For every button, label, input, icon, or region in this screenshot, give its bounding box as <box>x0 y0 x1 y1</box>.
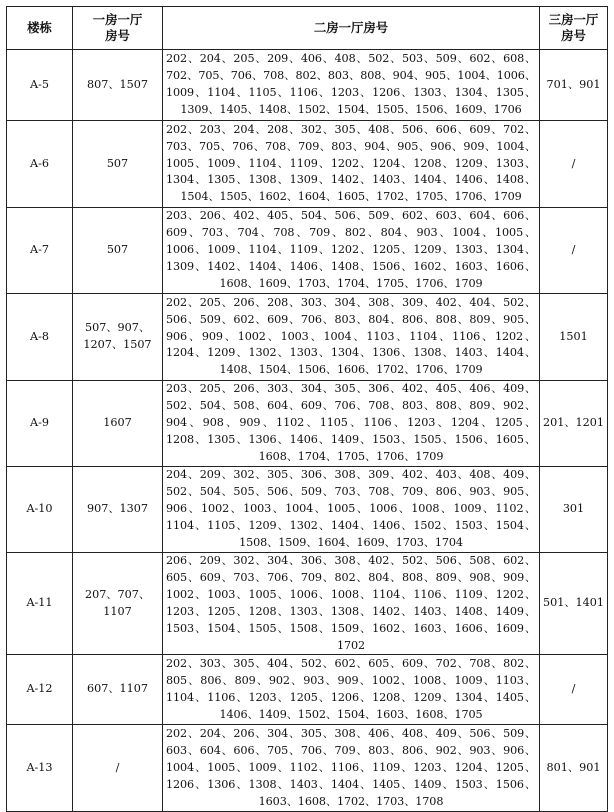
table-row <box>7 294 608 381</box>
building-cell: A-8 <box>7 294 73 381</box>
building-cell: A-13 <box>7 725 73 812</box>
one-bedroom-cell: 507 <box>73 121 163 208</box>
header-row <box>7 7 608 50</box>
three-bedroom-cell: 701、901 <box>540 50 608 121</box>
three-bedroom-cell: 301 <box>540 467 608 553</box>
table-row <box>7 121 608 208</box>
table-row <box>7 553 608 655</box>
one-bedroom-cell: 807、1507 <box>73 50 163 121</box>
one-bedroom-cell: 1607 <box>73 381 163 467</box>
table-row <box>7 467 608 553</box>
three-bedroom-cell: 801、901 <box>540 725 608 812</box>
header-two-bedroom: 二房一厅房号 <box>163 7 540 50</box>
three-bedroom-cell: / <box>540 208 608 294</box>
two-bedroom-cell: 204、209、302、305、306、308、309、402、403、408、409、502、504、505、506、509、703、708、709、806、903、905、906、1002、1003、1004、1005、1006、1008、1009、1102、1104、1105、1209、1302、1404、1406、1502、1503、1504、1508、1509、1604、1609、1703、1704 <box>163 467 540 553</box>
one-bedroom-cell: 207、707、1107 <box>73 553 163 655</box>
building-cell: A-10 <box>7 467 73 553</box>
three-bedroom-cell: 201、1201 <box>540 381 608 467</box>
building-cell: A-6 <box>7 121 73 208</box>
building-cell: A-5 <box>7 50 73 121</box>
header-building: 楼栋 <box>7 7 73 50</box>
table-row <box>7 381 608 467</box>
one-bedroom-cell: 607、1107 <box>73 655 163 725</box>
three-bedroom-cell: / <box>540 121 608 208</box>
table-row <box>7 725 608 812</box>
two-bedroom-cell: 202、204、205、209、406、408、502、503、509、602、608、702、705、706、708、802、803、808、904、905、1004、1006、1009、1104、1105、1106、1203、1206、1303、1304、1305、1309、1405、1408、1502、1504、1505、1506、1609、1706 <box>163 50 540 121</box>
building-cell: A-12 <box>7 655 73 725</box>
header-three-bedroom: 三房一厅 房号 <box>540 7 608 50</box>
three-bedroom-cell: / <box>540 655 608 725</box>
building-cell: A-7 <box>7 208 73 294</box>
table-row <box>7 655 608 725</box>
two-bedroom-cell: 202、204、206、304、305、308、406、408、409、506、509、603、604、606、705、706、709、803、806、902、903、906、1004、1005、1009、1102、1106、1109、1203、1204、1205、1206、1306、1308、1403、1404、1405、1409、1503、1506、1603、1608、1702、1703、1708 <box>163 725 540 812</box>
header-one-bedroom: 一房一厅 房号 <box>73 7 163 50</box>
table-row <box>7 208 608 294</box>
one-bedroom-cell: 507、907、1207、1507 <box>73 294 163 381</box>
one-bedroom-cell: / <box>73 725 163 812</box>
room-allocation-table <box>6 6 608 812</box>
two-bedroom-cell: 202、303、305、404、502、602、605、609、702、708、802、805、806、809、902、903、909、1002、1008、1009、1103、1104、1106、1203、1205、1206、1208、1209、1304、1405、1406、1409、1502、1504、1603、1608、1705 <box>163 655 540 725</box>
one-bedroom-cell: 507 <box>73 208 163 294</box>
three-bedroom-cell: 1501 <box>540 294 608 381</box>
two-bedroom-cell: 202、203、204、208、302、305、408、506、606、609、702、703、705、706、708、709、803、904、905、906、909、1004、1005、1009、1104、1109、1202、1204、1208、1209、1303、1304、1305、1308、1309、1402、1403、1404、1406、1408、1504、1505、1602、1604、1605、1702、1705、1706、1709 <box>163 121 540 208</box>
two-bedroom-cell: 206、209、302、304、306、308、402、502、506、508、602、605、609、703、706、709、802、804、808、809、908、909、1002、1003、1005、1006、1008、1104、1106、1109、1202、1203、1205、1208、1303、1308、1402、1403、1408、1409、1503、1504、1505、1508、1509、1602、1603、1606、1609、1702 <box>163 553 540 655</box>
table-row <box>7 50 608 121</box>
three-bedroom-cell: 501、1401 <box>540 553 608 655</box>
two-bedroom-cell: 203、206、402、405、504、506、509、602、603、604、606、609、703、704、708、709、802、804、903、1004、1005、1006、1009、1104、1109、1202、1205、1209、1303、1304、1309、1402、1404、1406、1408、1506、1602、1603、1606、1608、1609、1703、1704、1705、1706、1709 <box>163 208 540 294</box>
building-cell: A-9 <box>7 381 73 467</box>
building-cell: A-11 <box>7 553 73 655</box>
one-bedroom-cell: 907、1307 <box>73 467 163 553</box>
two-bedroom-cell: 202、205、206、208、303、304、308、309、402、404、502、506、509、602、609、706、803、804、806、808、809、905、906、909、1002、1003、1004、1103、1104、1106、1202、1204、1209、1302、1303、1304、1306、1308、1403、1404、1408、1504、1506、1606、1702、1706、1709 <box>163 294 540 381</box>
two-bedroom-cell: 203、205、206、303、304、305、306、402、405、406、409、502、504、508、604、609、706、708、803、808、809、902、904、908、909、1102、1105、1106、1203、1204、1205、1208、1305、1306、1406、1409、1503、1505、1506、1605、1608、1704、1705、1706、1709 <box>163 381 540 467</box>
